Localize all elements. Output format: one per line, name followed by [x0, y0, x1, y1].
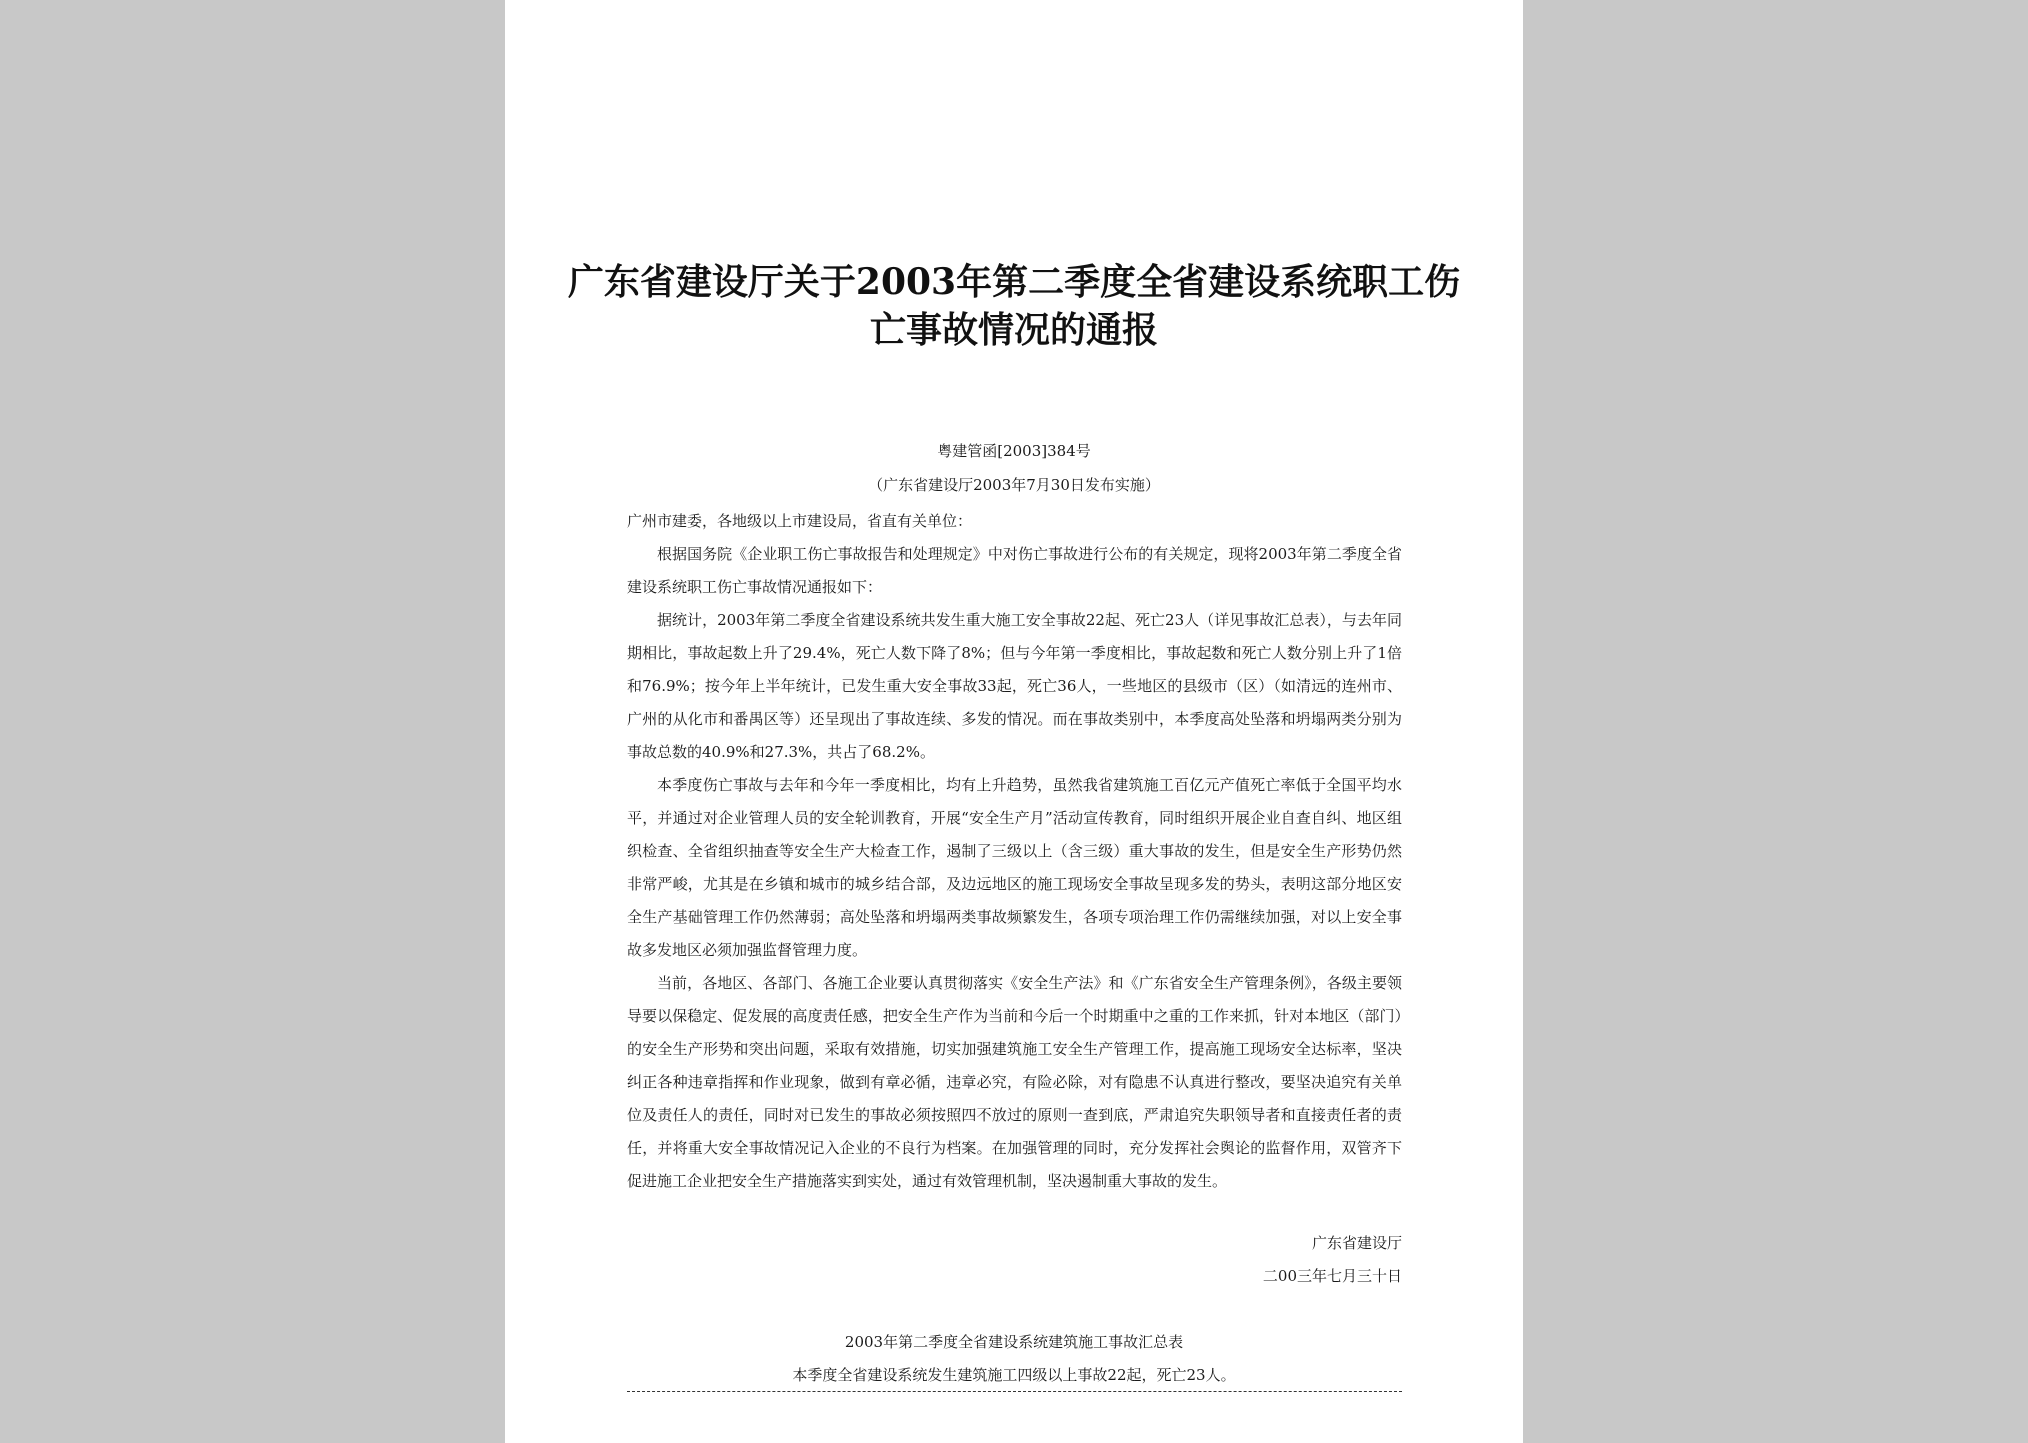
title-line-1: 广东省建设厅关于2003年第二季度全省建设系统职工伤 — [567, 261, 1461, 303]
paragraph-statistics: 据统计，2003年第二季度全省建设系统共发生重大施工安全事故22起、死亡23人（详见事故汇总表），与去年同期相比，事故起数上升了29.4%，死亡人数下降了8%；但与今年第一季度相比，事故起数和死亡人数分别上升了1倍和76.9%；按今年上半年统计，已发生重大安全事故33起，死亡36人，一些地区的县级市（区）（如清远的连州市、广州的从化市和番禺区等）还呈现出了事故连续、多发的情况。而在事故类别中，本季度高处坠落和坍塌两类分别为事故总数的40.9%和27.3%，共占了68.2%。 — [627, 611, 1402, 761]
document-body — [627, 505, 1402, 1198]
document-page — [505, 0, 1523, 1443]
issue-note: （广东省建设厅2003年7月30日发布实施） — [868, 476, 1160, 494]
table-title: 2003年第二季度全省建设系统建筑施工事故汇总表 — [844, 1333, 1184, 1351]
paragraph-requirements: 当前，各地区、各部门、各施工企业要认真贯彻落实《安全生产法》和《广东省安全生产管理条例》，各级主要领导要以保稳定、促发展的高度责任感，把安全生产作为当前和今后一个时期重中之重的工作来抓，针对本地区（部门）的安全生产形势和突出问题，采取有效措施，切实加强建筑施工安全生产管理工作，提高施工现场安全达标率，坚决纠正各种违章指挥和作业现象，做到有章必循，违章必究，有险必除，对有隐患不认真进行整改，要坚决追究有关单位及责任人的责任，同时对已发生的事故必须按照四不放过的原则一查到底，严肃追究失职领导者和直接责任者的责任，并将重大安全事故情况记入企业的不良行为档案。在加强管理的同时，充分发挥社会舆论的监督作用，双管齐下促进施工企业把安全生产措施落实到实处，通过有效管理机制，坚决遏制重大事故的发生。 — [627, 974, 1402, 1190]
table-top-rule — [627, 1391, 1402, 1392]
signature-org: 广东省建设厅 — [1311, 1234, 1402, 1252]
table-summary: 本季度全省建设系统发生建筑施工四级以上事故22起，死亡23人。 — [792, 1366, 1236, 1384]
document-title — [545, 258, 1483, 354]
table-caption — [505, 1326, 1523, 1392]
signature-block — [627, 1227, 1402, 1293]
paragraph-intro: 根据国务院《企业职工伤亡事故报告和处理规定》中对伤亡事故进行公布的有关规定，现将2003年第二季度全省建设系统职工伤亡事故情况通报如下： — [627, 545, 1402, 596]
document-number: 粤建管函[2003]384号 — [937, 442, 1091, 460]
salutation: 广州市建委，各地级以上市建设局，省直有关单位： — [627, 512, 973, 530]
signature-date: 二00三年七月三十日 — [1262, 1267, 1402, 1285]
paragraph-analysis: 本季度伤亡事故与去年和今年一季度相比，均有上升趋势，虽然我省建筑施工百亿元产值死亡率低于全国平均水平，并通过对企业管理人员的安全轮训教育，开展“安全生产月”活动宣传教育，同时组织开展企业自查自纠、地区组织检查、全省组织抽查等安全生产大检查工作，遏制了三级以上（含三级）重大事故的发生，但是安全生产形势仍然非常严峻，尤其是在乡镇和城市的城乡结合部，及边远地区的施工现场安全事故呈现多发的势头，表明这部分地区安全生产基础管理工作仍然薄弱；高处坠落和坍塌两类事故频繁发生，各项专项治理工作仍需继续加强，对以上安全事故多发地区必须加强监督管理力度。 — [627, 776, 1402, 959]
title-line-2: 亡事故情况的通报 — [869, 309, 1158, 351]
